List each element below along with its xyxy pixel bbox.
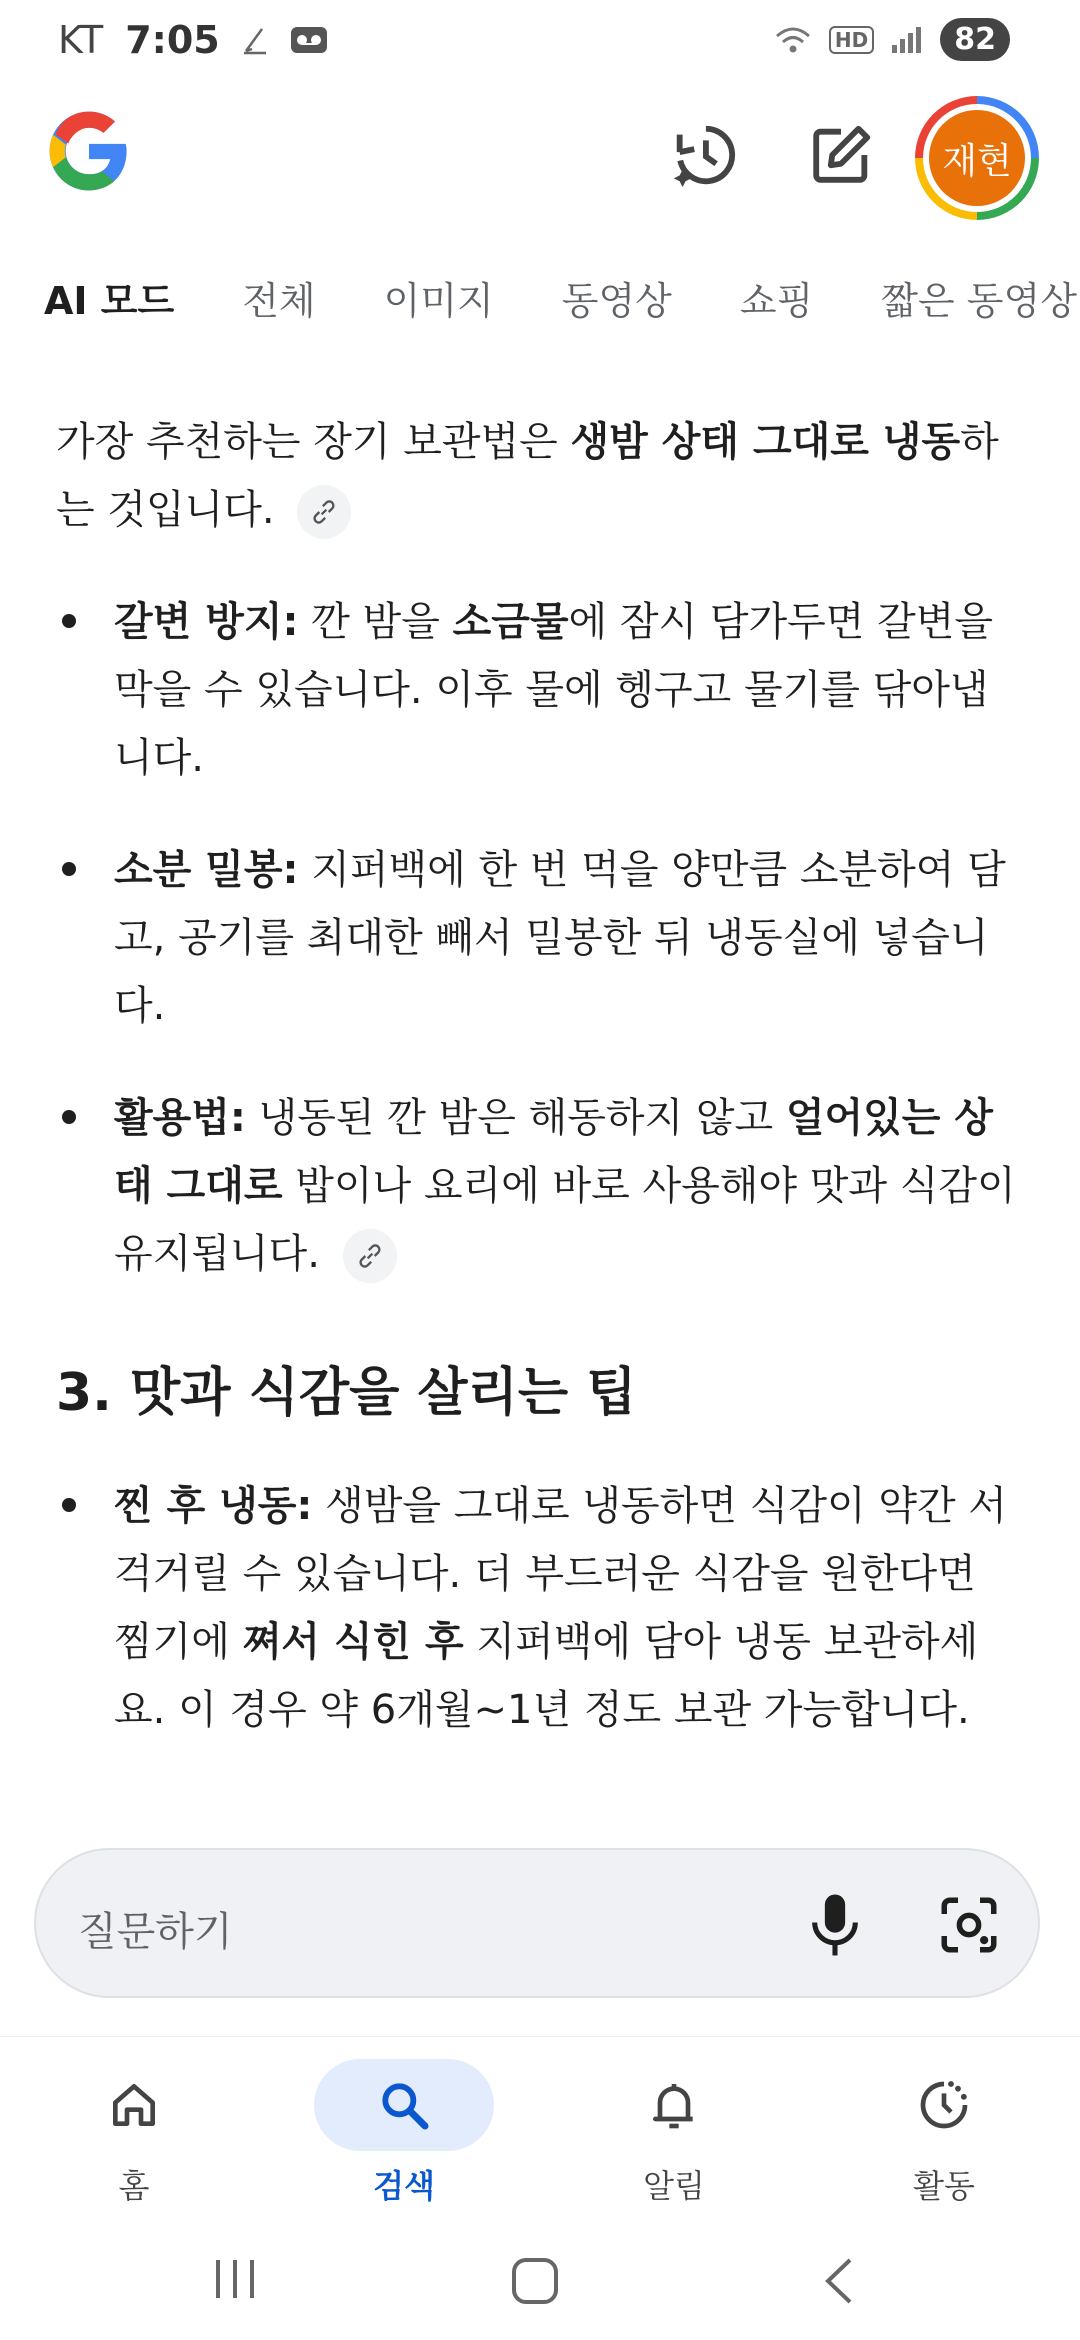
voicemail-icon (290, 26, 328, 54)
home-button-icon[interactable] (510, 2256, 560, 2306)
nav-notifications[interactable]: 알림 (574, 2057, 774, 2207)
ask-input[interactable] (34, 1848, 1040, 1998)
history-icon[interactable] (668, 120, 738, 190)
carrier: KT (58, 18, 104, 62)
tab-videos[interactable]: 동영상 (561, 279, 672, 323)
back-icon[interactable] (818, 2256, 858, 2306)
intro-paragraph: 가장 추천하는 장기 보관법은 생밤 상태 그대로 냉동하는 것입니다. (56, 408, 1016, 544)
bottom-navigation (0, 2036, 1080, 2207)
avatar-initials: 재현 (929, 110, 1025, 206)
google-logo-icon[interactable] (46, 108, 132, 194)
section-heading: 3. 맛과 식감을 살리는 팁 (56, 1363, 637, 1423)
mic-icon[interactable] (804, 1892, 866, 1958)
ask-placeholder: 질문하기 (78, 1909, 233, 1955)
search-tabs (44, 270, 1080, 325)
signal-icon (890, 25, 924, 55)
nav-activity[interactable]: 활동 (844, 2057, 1044, 2207)
source-link-icon[interactable] (343, 1229, 397, 1283)
wifi-icon (773, 24, 813, 56)
nav-search[interactable]: 검색 (304, 2057, 504, 2207)
system-navigation (0, 2220, 1080, 2340)
tab-shopping[interactable]: 쇼핑 (739, 279, 814, 323)
tips-list (56, 1472, 1016, 1744)
tab-ai-mode[interactable]: AI 모드 (44, 279, 175, 323)
edit-icon[interactable] (806, 120, 876, 190)
nav-home[interactable]: 홈 (34, 2057, 234, 2207)
list-item: 소분 밀봉: 지퍼백에 한 번 먹을 양만큼 소분하여 담고, 공기를 최대한 빼서 밀봉한 뒤 냉동실에 넣습니다. (56, 836, 1016, 1040)
account-avatar[interactable] (915, 96, 1039, 220)
recents-icon[interactable] (210, 2256, 260, 2302)
activity-icon (916, 2077, 972, 2133)
source-link-icon[interactable] (297, 485, 351, 539)
hd-voice-icon: HD (829, 26, 874, 54)
list-item: 활용법: 냉동된 깐 밤은 해동하지 않고 얼어있는 상태 그대로 밥이나 요리에 바로 사용해야 맛과 식감이 유지됩니다. (56, 1084, 1016, 1288)
tab-images[interactable]: 이미지 (383, 279, 494, 323)
home-icon (106, 2077, 162, 2133)
lens-camera-icon[interactable] (936, 1892, 1002, 1958)
search-icon (376, 2077, 432, 2133)
bell-icon (646, 2077, 702, 2133)
ai-answer (56, 408, 1016, 1788)
battery-indicator: 82 (940, 18, 1010, 61)
app-header (0, 96, 1080, 216)
pen-icon (242, 25, 268, 55)
tab-short-videos[interactable]: 짧은 동영상 (881, 279, 1077, 323)
tab-all[interactable]: 전체 (242, 279, 316, 323)
storage-steps-list (56, 588, 1016, 1288)
clock: 7:05 (125, 18, 220, 62)
list-item: 찐 후 냉동: 생밤을 그대로 냉동하면 식감이 약간 서걱거릴 수 있습니다. 더 부드러운 식감을 원한다면 찜기에 쪄서 식힌 후 지퍼백에 담아 냉동 보관하세요. 이 경우 약 6개월~1년 정도 보관 가능합니다. (56, 1472, 1016, 1744)
status-bar (0, 0, 1080, 84)
list-item: 갈변 방지: 깐 밤을 소금물에 잠시 담가두면 갈변을 막을 수 있습니다. 이후 물에 헹구고 물기를 닦아냅니다. (56, 588, 1016, 792)
